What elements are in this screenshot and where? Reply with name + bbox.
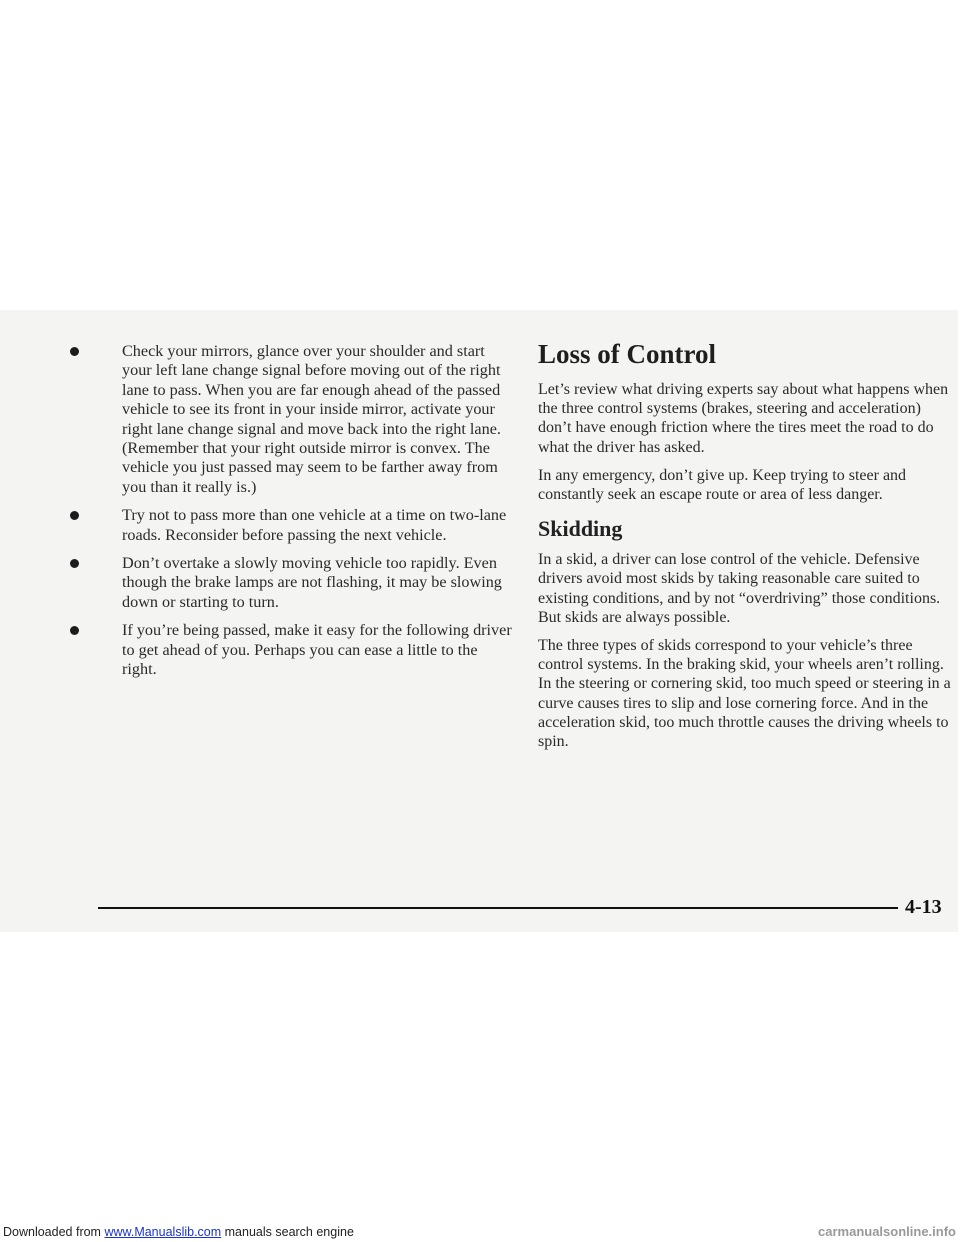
page-number: 4-13 [905, 896, 942, 918]
loss-of-control-heading: Loss of Control [538, 339, 717, 369]
footer-source [3, 1222, 354, 1242]
skidding-paragraph-1: In a skid, a driver can lose control of the vehicle. Defensive drivers avoid most skids by taking reasonable care suited to existing conditions, and by not “overdriving” those conditions. But skids are always possible. [538, 551, 941, 626]
list-item-text: Check your mirrors, glance over your shoulder and start your left lane change signal before moving out of the right lane to pass. When you are far enough ahead of the passed vehicle to see its front in your inside mirror, activate your right lane change signal and move back into the right lane. (Remember that your right outside mirror is convex. The vehicle you just passed may seem to be farther away from you than it really is.) [122, 342, 501, 496]
loss-of-control-paragraph-1: Let’s review what driving experts say about what happens when the three control systems (brakes, steering and acceleration) don’t have enough friction where the tires meet the road to do what the driver has asked. [538, 381, 949, 456]
download-footer [0, 1222, 960, 1242]
bullet-icon [70, 626, 79, 635]
footer-rule [98, 907, 898, 909]
passing-tips-list [64, 342, 514, 680]
list-item [64, 554, 514, 612]
watermark: carmanualsonline.info [818, 1224, 956, 1239]
left-column [64, 342, 514, 689]
list-item-text: Try not to pass more than one vehicle at a time on two-lane roads. Reconsider before passing the next vehicle. [122, 506, 507, 544]
skidding-heading: Skidding [538, 516, 623, 542]
loss-of-control-paragraph-2: In any emergency, don’t give up. Keep trying to steer and constantly seek an escape route or area of less danger. [538, 466, 907, 504]
bullet-icon [70, 511, 79, 520]
list-item [64, 506, 514, 545]
bullet-icon [70, 559, 79, 568]
footer-prefix: Downloaded from [3, 1225, 105, 1239]
list-item-text: If you’re being passed, make it easy for the following driver to get ahead of you. Perhaps you can ease a little to the right. [122, 621, 512, 679]
footer-suffix: manuals search engine [221, 1225, 354, 1239]
list-item [64, 342, 514, 497]
list-item-text: Don’t overtake a slowly moving vehicle too rapidly. Even though the brake lamps are not flashing, it may be slowing down or starting to turn. [122, 554, 502, 611]
bullet-icon [70, 347, 79, 356]
list-item [64, 621, 514, 679]
right-column [538, 338, 952, 760]
skidding-paragraph-2: The three types of skids correspond to your vehicle’s three control systems. In the braking skid, your wheels aren’t rolling. In the steering or cornering skid, too much speed or steering in a curve causes tires to slip and lose cornering force. And in the acceleration skid, too much throttle causes the driving wheels to spin. [538, 637, 951, 751]
manualslib-link[interactable]: www.Manualslib.com [104, 1225, 222, 1239]
